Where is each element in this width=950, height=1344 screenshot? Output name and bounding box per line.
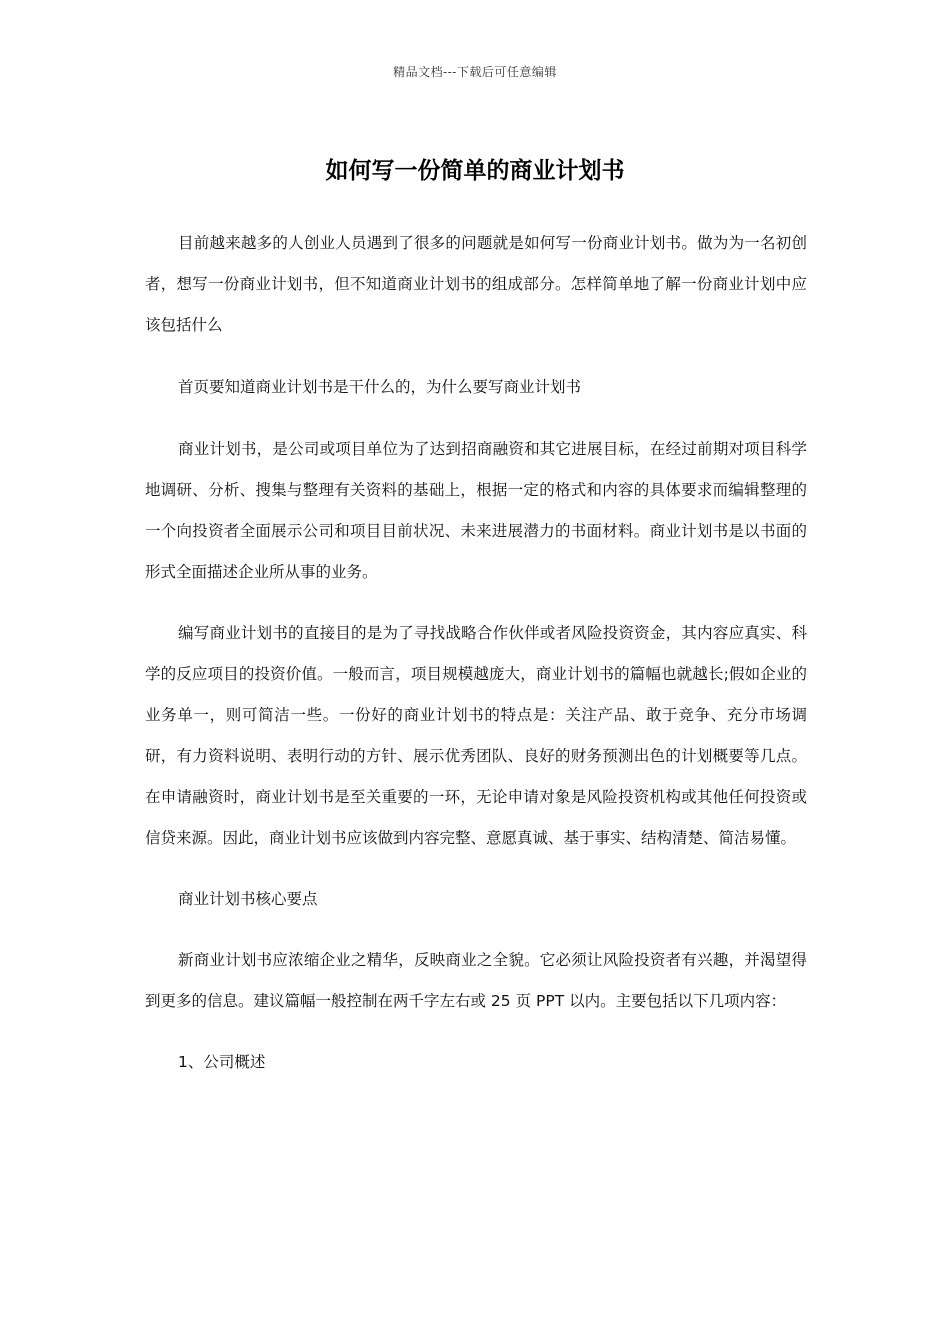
document-body [145, 223, 807, 1083]
document-title: 如何写一份简单的商业计划书 [325, 157, 625, 184]
paragraph-objective: 编写商业计划书的直接目的是为了寻找战略合作伙伴或者风险投资资金，其内容应真实、科学的反应项目的投资价值。一般而言，项目规模越庞大，商业计划书的篇幅也就越长;假如企业的业务单一，则可简洁一些。一份好的商业计划书的特点是：关注产品、敢于竞争、充分市场调研，有力资料说明、表明行动的方针、展示优秀团队、良好的财务预测出色的计划概要等几点。在申请融资时，商业计划书是至关重要的一环，无论申请对象是风险投资机构或其他任何投资或信贷来源。因此，商业计划书应该做到内容完整、意愿真诚、基于事实、结构清楚、简洁易懂。 [145, 624, 807, 847]
paragraph-subheading-purpose: 首页要知道商业计划书是干什么的，为什么要写商业计划书 [178, 378, 582, 396]
paragraph-definition: 商业计划书，是公司或项目单位为了达到招商融资和其它进展目标，在经过前期对项目科学地调研、分析、搜集与整理有关资料的基础上，根据一定的格式和内容的具体要求而编辑整理的一个向投资者全面展示公司和项目目前状况、未来进展潜力的书面材料。商业计划书是以书面的形式全面描述企业所从事的业务。 [145, 440, 807, 581]
paragraph-intro: 目前越来越多的人创业人员遇到了很多的问题就是如何写一份商业计划书。做为为一名初创者，想写一份商业计划书，但不知道商业计划书的组成部分。怎样简单地了解一份商业计划中应该包括什么 [145, 234, 807, 334]
header-note: 精品文档---下载后可任意编辑 [393, 65, 557, 79]
list-item-company-overview: 1、公司概述 [178, 1053, 266, 1071]
paragraph-core-content: 新商业计划书应浓缩企业之精华，反映商业之全貌。它必须让风险投资者有兴趣，并渴望得到更多的信息。建议篇幅一般控制在两千字左右或 25 页 PPT 以内。主要包括以下几项内容： [145, 951, 807, 1010]
paragraph-subheading-core: 商业计划书核心要点 [178, 890, 318, 908]
